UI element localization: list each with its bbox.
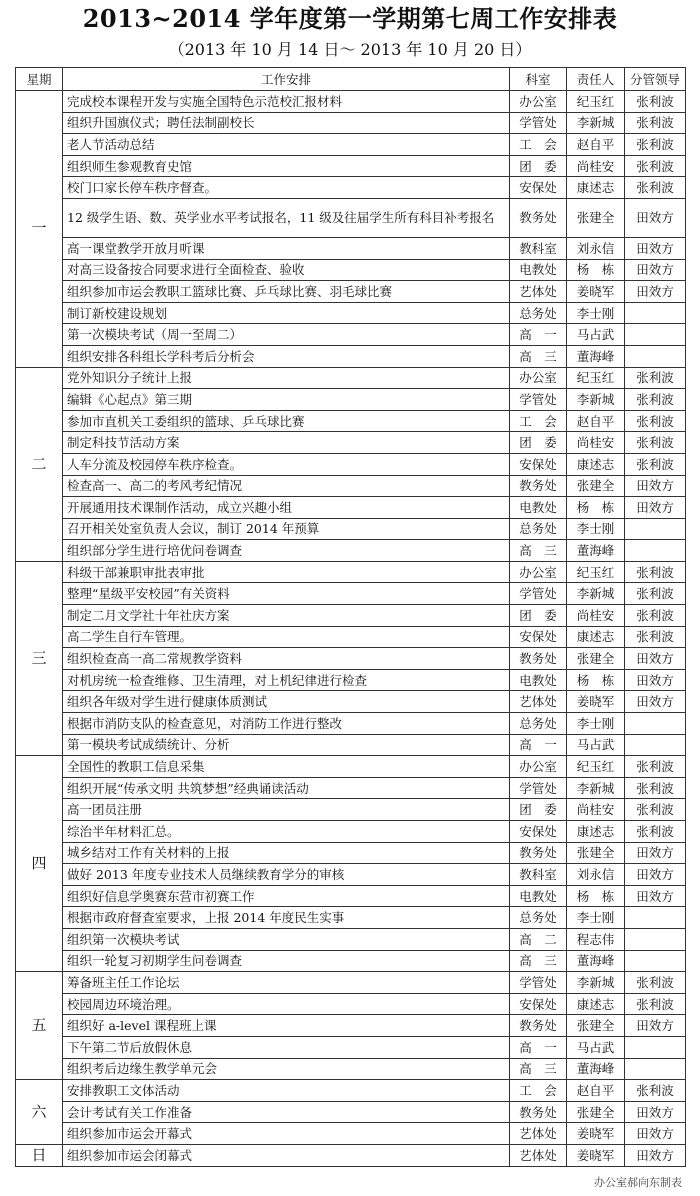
department-cell: 办公室 bbox=[510, 561, 567, 583]
task-cell: 检查高一、高二的考风考纪情况 bbox=[63, 475, 510, 497]
department-cell: 学管处 bbox=[510, 972, 567, 994]
table-row bbox=[16, 928, 686, 950]
department-cell: 工 会 bbox=[510, 410, 567, 432]
department-cell: 安保处 bbox=[510, 626, 567, 648]
task-cell: 制定科技节活动方案 bbox=[63, 432, 510, 454]
person-cell: 姜晓军 bbox=[567, 1123, 625, 1145]
department-cell: 安保处 bbox=[510, 177, 567, 199]
header-leader: 分管领导 bbox=[625, 68, 686, 91]
leader-cell: 田效方 bbox=[625, 885, 686, 907]
department-cell: 团 委 bbox=[510, 155, 567, 177]
person-cell: 李新城 bbox=[567, 389, 625, 411]
task-cell: 组织师生参观教育史馆 bbox=[63, 155, 510, 177]
task-cell: 组织好 a-level 课程班上课 bbox=[63, 1015, 510, 1037]
leader-cell: 田效方 bbox=[625, 1123, 686, 1145]
task-cell: 筹备班主任工作论坛 bbox=[63, 972, 510, 994]
table-row bbox=[16, 1144, 686, 1166]
leader-cell: 张利波 bbox=[625, 821, 686, 843]
person-cell: 张建全 bbox=[567, 1015, 625, 1037]
weekday-cell: 一 bbox=[16, 91, 63, 368]
person-cell: 康述志 bbox=[567, 821, 625, 843]
leader-cell: 田效方 bbox=[625, 1144, 686, 1166]
department-cell: 高 三 bbox=[510, 540, 567, 562]
leader-cell bbox=[625, 713, 686, 735]
task-cell: 会计考试有关工作准备 bbox=[63, 1101, 510, 1123]
person-cell: 李新城 bbox=[567, 583, 625, 605]
task-cell: 党外知识分子统计上报 bbox=[63, 367, 510, 389]
department-cell: 总务处 bbox=[510, 518, 567, 540]
table-row bbox=[16, 1036, 686, 1058]
person-cell: 程志伟 bbox=[567, 928, 625, 950]
department-cell: 团 委 bbox=[510, 799, 567, 821]
task-cell: 召开相关处室负责人会议，制订 2014 年预算 bbox=[63, 518, 510, 540]
department-cell: 工 会 bbox=[510, 1080, 567, 1102]
department-cell: 总务处 bbox=[510, 907, 567, 929]
person-cell: 赵自平 bbox=[567, 410, 625, 432]
table-row bbox=[16, 432, 686, 454]
table-row bbox=[16, 842, 686, 864]
task-cell: 老人节活动总结 bbox=[63, 134, 510, 156]
person-cell: 姜晓军 bbox=[567, 1144, 625, 1166]
person-cell: 刘永信 bbox=[567, 237, 625, 259]
task-cell: 综治半年材料汇总。 bbox=[63, 821, 510, 843]
table-row bbox=[16, 626, 686, 648]
leader-cell: 田效方 bbox=[625, 475, 686, 497]
table-row bbox=[16, 756, 686, 778]
task-cell: 组织参加市运会闭幕式 bbox=[63, 1144, 510, 1166]
department-cell: 高 一 bbox=[510, 324, 567, 346]
table-row bbox=[16, 777, 686, 799]
leader-cell: 张利波 bbox=[625, 389, 686, 411]
leader-cell: 张利波 bbox=[625, 626, 686, 648]
table-row bbox=[16, 605, 686, 627]
department-cell: 学管处 bbox=[510, 112, 567, 134]
task-cell: 安排教职工文体活动 bbox=[63, 1080, 510, 1102]
table-row bbox=[16, 497, 686, 519]
department-cell: 高 三 bbox=[510, 950, 567, 972]
department-cell: 学管处 bbox=[510, 583, 567, 605]
table-row bbox=[16, 1080, 686, 1102]
leader-cell: 张利波 bbox=[625, 972, 686, 994]
table-row bbox=[16, 302, 686, 324]
table-row bbox=[16, 993, 686, 1015]
person-cell: 李新城 bbox=[567, 972, 625, 994]
leader-cell: 张利波 bbox=[625, 756, 686, 778]
table-row bbox=[16, 713, 686, 735]
person-cell: 张建全 bbox=[567, 475, 625, 497]
department-cell: 教科室 bbox=[510, 237, 567, 259]
table-row bbox=[16, 734, 686, 756]
person-cell: 杨 栋 bbox=[567, 669, 625, 691]
person-cell: 纪玉红 bbox=[567, 756, 625, 778]
table-row bbox=[16, 950, 686, 972]
department-cell: 高 二 bbox=[510, 928, 567, 950]
leader-cell bbox=[625, 302, 686, 324]
person-cell: 董海峰 bbox=[567, 950, 625, 972]
department-cell: 团 委 bbox=[510, 432, 567, 454]
table-row bbox=[16, 1058, 686, 1080]
department-cell: 工 会 bbox=[510, 134, 567, 156]
department-cell: 高 三 bbox=[510, 1058, 567, 1080]
footer-note: 办公室郝向东制表 bbox=[594, 1176, 682, 1189]
department-cell: 学管处 bbox=[510, 777, 567, 799]
task-cell: 城乡结对工作有关材料的上报 bbox=[63, 842, 510, 864]
task-cell: 组织开展“传承文明 共筑梦想”经典诵读活动 bbox=[63, 777, 510, 799]
person-cell: 康述志 bbox=[567, 626, 625, 648]
leader-cell: 张利波 bbox=[625, 583, 686, 605]
department-cell: 教务处 bbox=[510, 842, 567, 864]
leader-cell: 田效方 bbox=[625, 691, 686, 713]
table-row bbox=[16, 518, 686, 540]
task-cell: 组织考后边缘生教学单元会 bbox=[63, 1058, 510, 1080]
table-row bbox=[16, 561, 686, 583]
table-row bbox=[16, 972, 686, 994]
person-cell: 李新城 bbox=[567, 112, 625, 134]
person-cell: 纪玉红 bbox=[567, 561, 625, 583]
task-cell: 第一次模块考试（周一至周二） bbox=[63, 324, 510, 346]
task-cell: 制定二月文学社十年社庆方案 bbox=[63, 605, 510, 627]
leader-cell: 张利波 bbox=[625, 155, 686, 177]
task-cell: 整理“星级平安校园”有关资料 bbox=[63, 583, 510, 605]
person-cell: 尚桂安 bbox=[567, 155, 625, 177]
task-cell: 高一课堂教学开放月听课 bbox=[63, 237, 510, 259]
table-row bbox=[16, 453, 686, 475]
department-cell: 电教处 bbox=[510, 885, 567, 907]
leader-cell bbox=[625, 518, 686, 540]
person-cell: 杨 栋 bbox=[567, 885, 625, 907]
department-cell: 教务处 bbox=[510, 1015, 567, 1037]
weekday-cell: 日 bbox=[16, 1144, 63, 1166]
person-cell: 李士刚 bbox=[567, 302, 625, 324]
person-cell: 刘永信 bbox=[567, 864, 625, 886]
task-cell: 校园周边环境治理。 bbox=[63, 993, 510, 1015]
leader-cell: 张利波 bbox=[625, 410, 686, 432]
leader-cell: 田效方 bbox=[625, 842, 686, 864]
weekday-cell: 二 bbox=[16, 367, 63, 561]
department-cell: 教务处 bbox=[510, 648, 567, 670]
task-cell: 第一模块考试成绩统计、分析 bbox=[63, 734, 510, 756]
schedule-body bbox=[16, 91, 686, 1167]
leader-cell bbox=[625, 324, 686, 346]
task-cell: 组织升国旗仪式；聘任法制副校长 bbox=[63, 112, 510, 134]
task-cell: 做好 2013 年度专业技术人员继续教育学分的审核 bbox=[63, 864, 510, 886]
leader-cell: 张利波 bbox=[625, 112, 686, 134]
task-cell: 12 级学生语、数、英学业水平考试报名，11 级及往届学生所有科目补考报名 bbox=[63, 198, 510, 237]
task-cell: 组织好信息学奥赛东营市初赛工作 bbox=[63, 885, 510, 907]
page-title: 2013~2014 学年度第一学期第七周工作安排表 bbox=[82, 4, 618, 33]
department-cell: 高 一 bbox=[510, 734, 567, 756]
person-cell: 李士刚 bbox=[567, 907, 625, 929]
task-cell: 参加市直机关工委组织的篮球、乒乓球比赛 bbox=[63, 410, 510, 432]
department-cell: 总务处 bbox=[510, 713, 567, 735]
leader-cell bbox=[625, 540, 686, 562]
table-row bbox=[16, 1123, 686, 1145]
table-row bbox=[16, 259, 686, 281]
person-cell: 李士刚 bbox=[567, 713, 625, 735]
table-row bbox=[16, 134, 686, 156]
department-cell: 总务处 bbox=[510, 302, 567, 324]
leader-cell: 张利波 bbox=[625, 134, 686, 156]
task-cell: 制订新校建设规划 bbox=[63, 302, 510, 324]
weekday-cell: 五 bbox=[16, 972, 63, 1080]
department-cell: 办公室 bbox=[510, 756, 567, 778]
table-row bbox=[16, 410, 686, 432]
table-row bbox=[16, 885, 686, 907]
person-cell: 康述志 bbox=[567, 453, 625, 475]
department-cell: 高 一 bbox=[510, 1036, 567, 1058]
person-cell: 马占武 bbox=[567, 734, 625, 756]
page-subtitle: （2013 年 10 月 14 日～ 2013 年 10 月 20 日） bbox=[168, 40, 532, 59]
department-cell: 团 委 bbox=[510, 605, 567, 627]
table-row bbox=[16, 583, 686, 605]
department-cell: 教务处 bbox=[510, 1101, 567, 1123]
table-row bbox=[16, 91, 686, 113]
schedule-table bbox=[15, 67, 686, 1167]
department-cell: 艺体处 bbox=[510, 1123, 567, 1145]
person-cell: 杨 栋 bbox=[567, 259, 625, 281]
leader-cell: 张利波 bbox=[625, 177, 686, 199]
table-row bbox=[16, 821, 686, 843]
leader-cell: 田效方 bbox=[625, 1015, 686, 1037]
department-cell: 电教处 bbox=[510, 669, 567, 691]
leader-cell: 张利波 bbox=[625, 1080, 686, 1102]
leader-cell bbox=[625, 907, 686, 929]
header-dept: 科室 bbox=[510, 68, 567, 91]
leader-cell: 张利波 bbox=[625, 91, 686, 113]
leader-cell bbox=[625, 950, 686, 972]
person-cell: 杨 栋 bbox=[567, 497, 625, 519]
leader-cell bbox=[625, 345, 686, 367]
task-cell: 下午第二节后放假休息 bbox=[63, 1036, 510, 1058]
weekday-cell: 三 bbox=[16, 561, 63, 755]
department-cell: 安保处 bbox=[510, 821, 567, 843]
task-cell: 组织安排各科组长学科考后分析会 bbox=[63, 345, 510, 367]
department-cell: 办公室 bbox=[510, 367, 567, 389]
leader-cell bbox=[625, 1058, 686, 1080]
leader-cell: 田效方 bbox=[625, 1101, 686, 1123]
leader-cell: 张利波 bbox=[625, 561, 686, 583]
table-row bbox=[16, 648, 686, 670]
task-cell: 组织检查高一高二常规教学资料 bbox=[63, 648, 510, 670]
table-row bbox=[16, 367, 686, 389]
table-row bbox=[16, 540, 686, 562]
leader-cell: 田效方 bbox=[625, 198, 686, 237]
table-row bbox=[16, 864, 686, 886]
table-row bbox=[16, 1101, 686, 1123]
leader-cell: 田效方 bbox=[625, 864, 686, 886]
person-cell: 纪玉红 bbox=[567, 91, 625, 113]
person-cell: 康述志 bbox=[567, 177, 625, 199]
task-cell: 高一团员注册 bbox=[63, 799, 510, 821]
leader-cell: 张利波 bbox=[625, 993, 686, 1015]
department-cell: 教务处 bbox=[510, 475, 567, 497]
header-person: 责任人 bbox=[567, 68, 625, 91]
table-row bbox=[16, 281, 686, 303]
person-cell: 尚桂安 bbox=[567, 605, 625, 627]
department-cell: 高 三 bbox=[510, 345, 567, 367]
table-row bbox=[16, 475, 686, 497]
table-row bbox=[16, 177, 686, 199]
person-cell: 董海峰 bbox=[567, 540, 625, 562]
task-cell: 高二学生自行车管理。 bbox=[63, 626, 510, 648]
person-cell: 马占武 bbox=[567, 1036, 625, 1058]
task-cell: 组织一轮复习初期学生问卷调查 bbox=[63, 950, 510, 972]
table-row bbox=[16, 799, 686, 821]
leader-cell: 田效方 bbox=[625, 259, 686, 281]
task-cell: 组织各年级对学生进行健康体质测试 bbox=[63, 691, 510, 713]
person-cell: 董海峰 bbox=[567, 1058, 625, 1080]
leader-cell: 田效方 bbox=[625, 281, 686, 303]
person-cell: 赵自平 bbox=[567, 134, 625, 156]
table-row bbox=[16, 907, 686, 929]
person-cell: 张建全 bbox=[567, 648, 625, 670]
person-cell: 张建全 bbox=[567, 198, 625, 237]
task-cell: 组织部分学生进行培优问卷调查 bbox=[63, 540, 510, 562]
table-row bbox=[16, 198, 686, 237]
person-cell: 李新城 bbox=[567, 777, 625, 799]
weekday-cell: 六 bbox=[16, 1080, 63, 1145]
header-task: 工作安排 bbox=[63, 68, 510, 91]
department-cell: 办公室 bbox=[510, 91, 567, 113]
task-cell: 组织参加市运会教职工篮球比赛、乒乓球比赛、羽毛球比赛 bbox=[63, 281, 510, 303]
task-cell: 根据市消防支队的检查意见，对消防工作进行整改 bbox=[63, 713, 510, 735]
department-cell: 电教处 bbox=[510, 259, 567, 281]
department-cell: 安保处 bbox=[510, 993, 567, 1015]
person-cell: 张建全 bbox=[567, 842, 625, 864]
leader-cell: 田效方 bbox=[625, 237, 686, 259]
person-cell: 马占武 bbox=[567, 324, 625, 346]
task-cell: 开展通用技术课制作活动，成立兴趣小组 bbox=[63, 497, 510, 519]
weekday-cell: 四 bbox=[16, 756, 63, 972]
task-cell: 对机房统一检查维修、卫生清理，对上机纪律进行检查 bbox=[63, 669, 510, 691]
leader-cell bbox=[625, 928, 686, 950]
task-cell: 人车分流及校园停车秩序检查。 bbox=[63, 453, 510, 475]
leader-cell: 张利波 bbox=[625, 432, 686, 454]
task-cell: 组织参加市运会开幕式 bbox=[63, 1123, 510, 1145]
table-row bbox=[16, 691, 686, 713]
person-cell: 李士刚 bbox=[567, 518, 625, 540]
table-row bbox=[16, 1015, 686, 1037]
person-cell: 姜晓军 bbox=[567, 691, 625, 713]
person-cell: 尚桂安 bbox=[567, 799, 625, 821]
person-cell: 赵自平 bbox=[567, 1080, 625, 1102]
department-cell: 教务处 bbox=[510, 198, 567, 237]
person-cell: 董海峰 bbox=[567, 345, 625, 367]
department-cell: 艺体处 bbox=[510, 281, 567, 303]
task-cell: 组织第一次模块考试 bbox=[63, 928, 510, 950]
leader-cell: 田效方 bbox=[625, 669, 686, 691]
task-cell: 完成校本课程开发与实施全国特色示范校汇报材料 bbox=[63, 91, 510, 113]
leader-cell: 张利波 bbox=[625, 367, 686, 389]
task-cell: 全国性的教职工信息采集 bbox=[63, 756, 510, 778]
leader-cell: 田效方 bbox=[625, 497, 686, 519]
department-cell: 安保处 bbox=[510, 453, 567, 475]
leader-cell: 张利波 bbox=[625, 799, 686, 821]
leader-cell: 田效方 bbox=[625, 648, 686, 670]
person-cell: 张建全 bbox=[567, 1101, 625, 1123]
table-row bbox=[16, 669, 686, 691]
department-cell: 艺体处 bbox=[510, 1144, 567, 1166]
leader-cell bbox=[625, 734, 686, 756]
leader-cell: 张利波 bbox=[625, 605, 686, 627]
department-cell: 艺体处 bbox=[510, 691, 567, 713]
table-row bbox=[16, 112, 686, 134]
table-row bbox=[16, 237, 686, 259]
table-row bbox=[16, 345, 686, 367]
leader-cell: 张利波 bbox=[625, 453, 686, 475]
task-cell: 校门口家长停车秩序督查。 bbox=[63, 177, 510, 199]
table-row bbox=[16, 389, 686, 411]
task-cell: 科级干部兼职审批表审批 bbox=[63, 561, 510, 583]
department-cell: 电教处 bbox=[510, 497, 567, 519]
person-cell: 姜晓军 bbox=[567, 281, 625, 303]
leader-cell bbox=[625, 1036, 686, 1058]
person-cell: 康述志 bbox=[567, 993, 625, 1015]
department-cell: 教科室 bbox=[510, 864, 567, 886]
task-cell: 对高三设备按合同要求进行全面检查、验收 bbox=[63, 259, 510, 281]
department-cell: 学管处 bbox=[510, 389, 567, 411]
table-row bbox=[16, 155, 686, 177]
leader-cell: 张利波 bbox=[625, 777, 686, 799]
table-row bbox=[16, 324, 686, 346]
person-cell: 尚桂安 bbox=[567, 432, 625, 454]
person-cell: 纪玉红 bbox=[567, 367, 625, 389]
task-cell: 编辑《心起点》第三期 bbox=[63, 389, 510, 411]
task-cell: 根据市政府督查室要求，上报 2014 年度民生实事 bbox=[63, 907, 510, 929]
header-row bbox=[16, 68, 686, 91]
header-day: 星期 bbox=[16, 68, 63, 91]
